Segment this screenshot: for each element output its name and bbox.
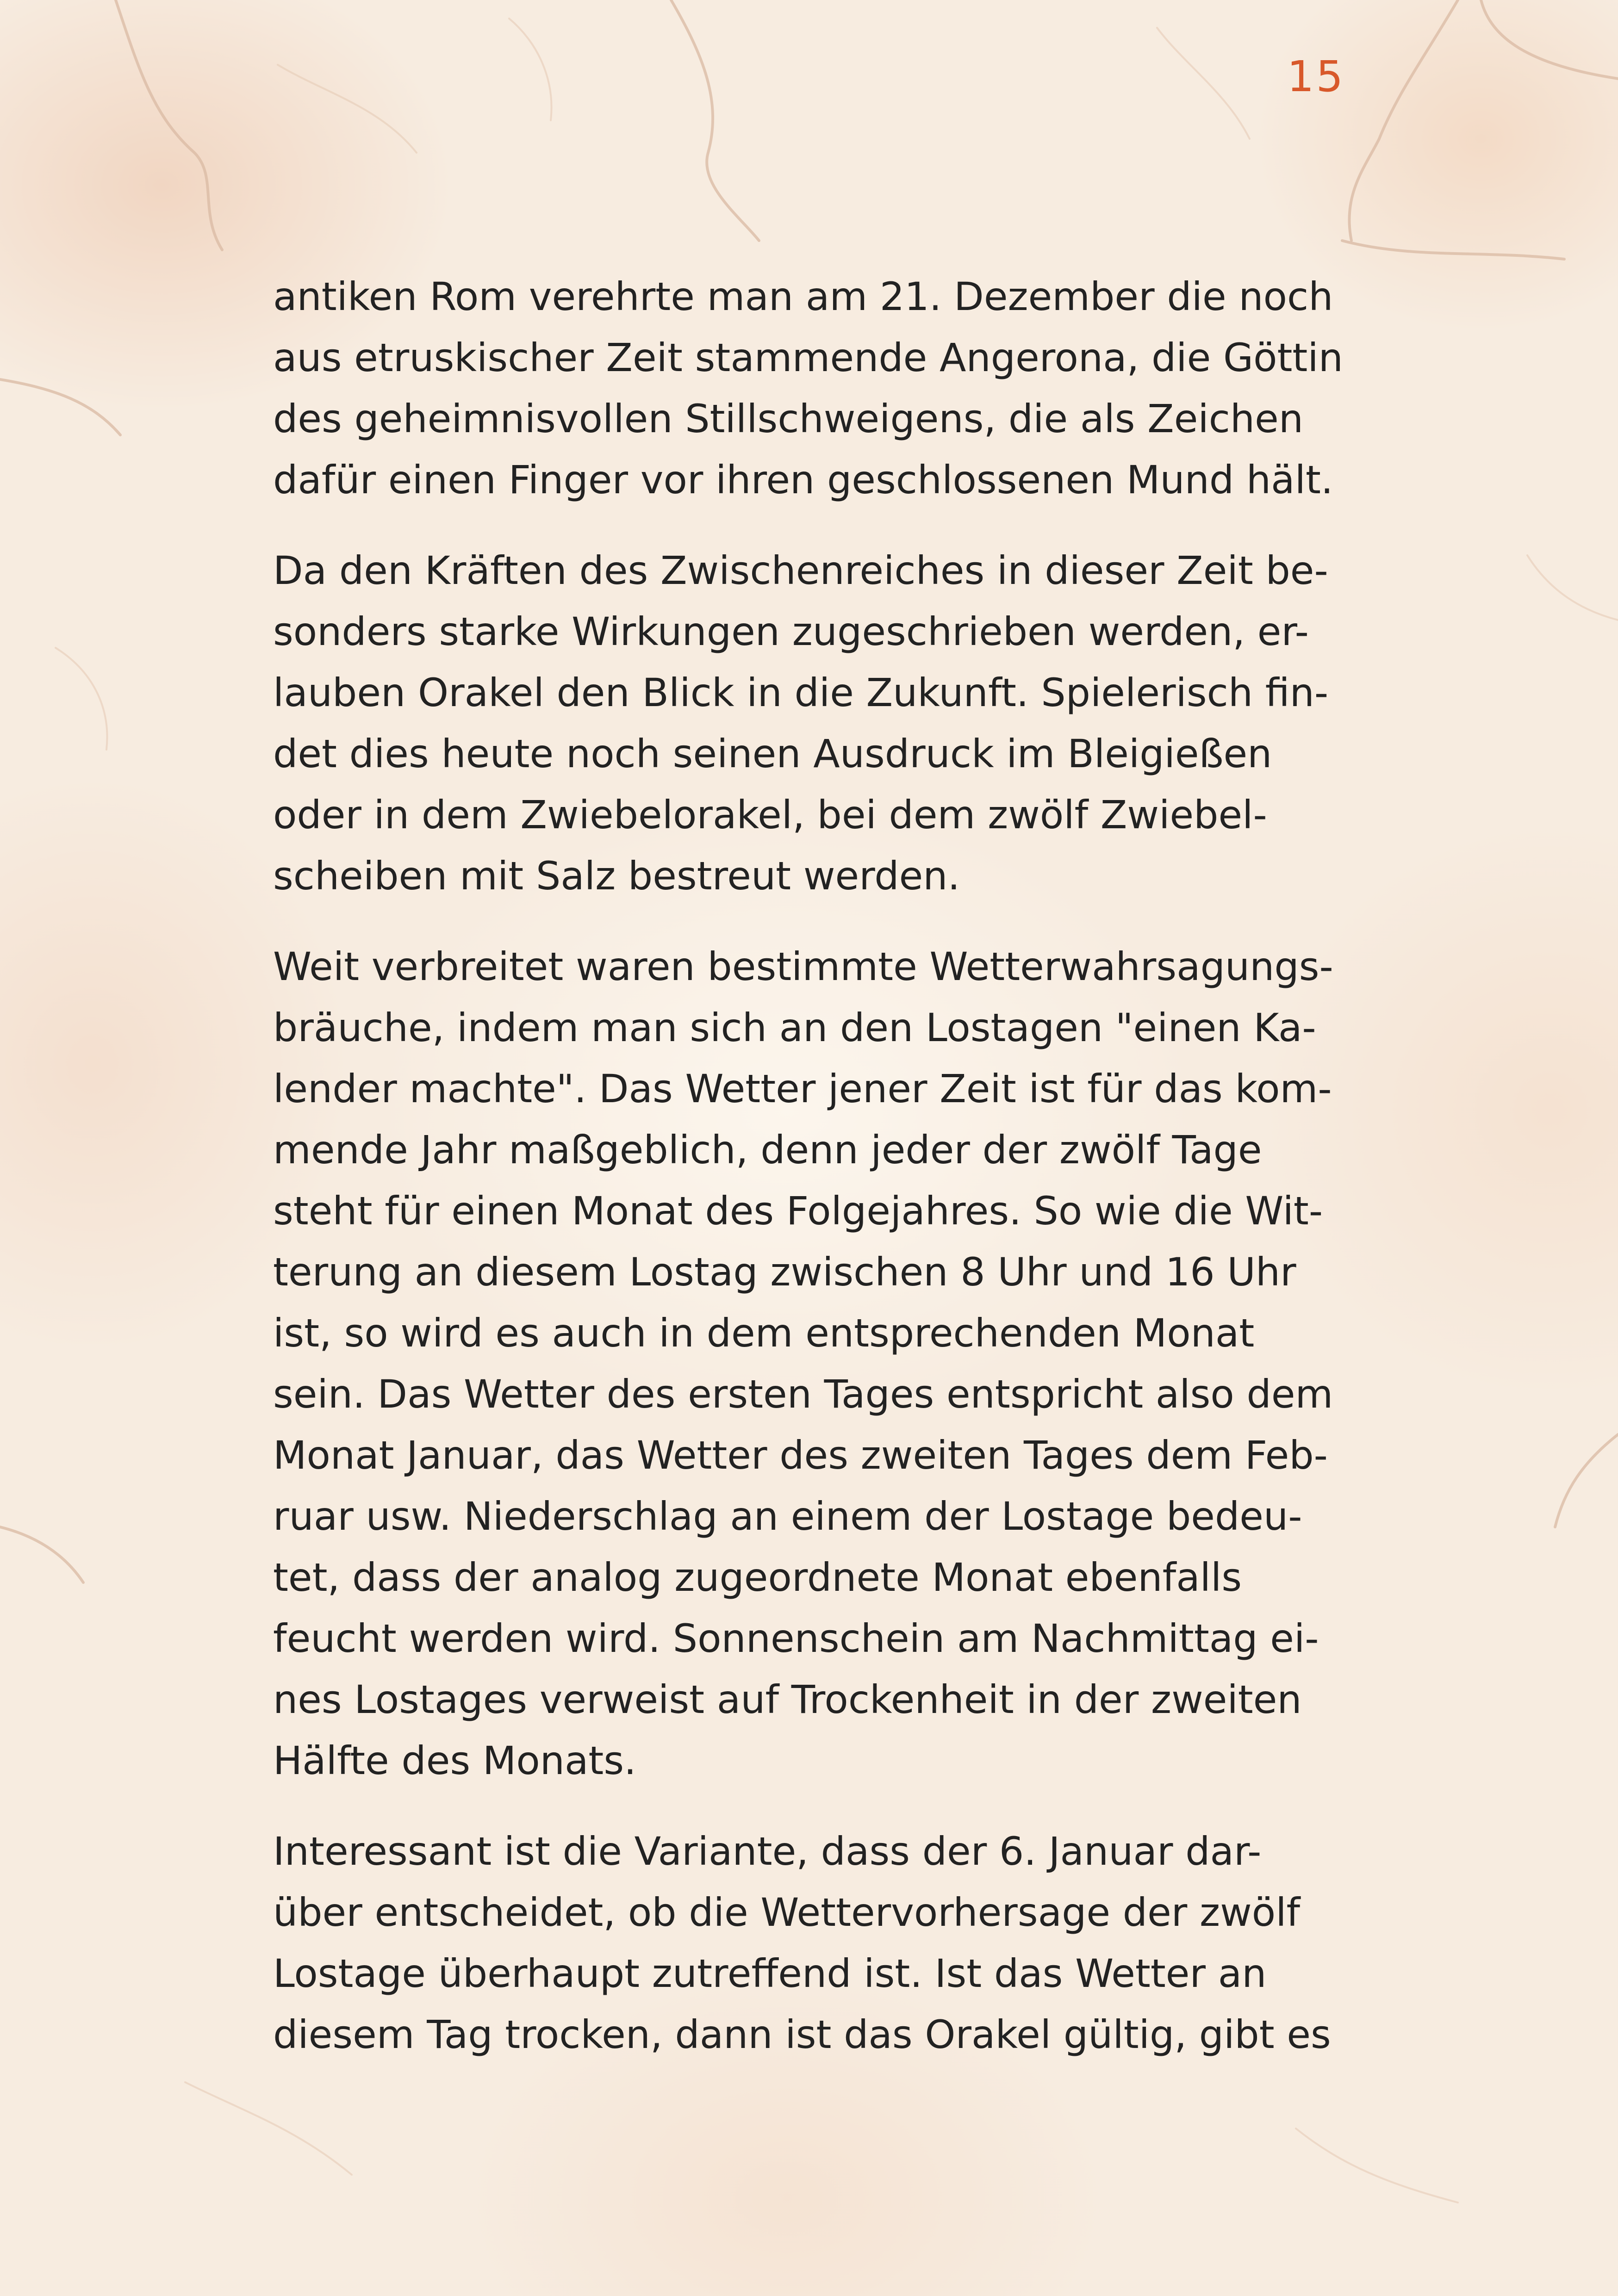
text-line: ruar usw. Niederschlag an einem der Lostage bedeu- (273, 1494, 1302, 1539)
text-line: nes Lostages verweist auf Trockenheit in der zweiten (273, 1677, 1302, 1722)
text-line: des geheimnisvollen Stillschweigens, die als Zeichen (273, 396, 1304, 441)
body-text (273, 266, 1384, 2095)
text-line: Da den Kräften des Zwischenreiches in dieser Zeit be- (273, 548, 1328, 593)
text-line: lender machte". Das Wetter jener Zeit ist für das kom- (273, 1066, 1332, 1111)
text-line: steht für einen Monat des Folgejahres. So wie die Wit- (273, 1188, 1323, 1234)
text-line: aus etruskischer Zeit stammende Angerona, die Göttin (273, 335, 1343, 380)
text-line: dafür einen Finger vor ihren geschlossenen Mund hält. (273, 457, 1333, 503)
text-line: oder in dem Zwiebelorakel, bei dem zwölf Zwiebel- (273, 792, 1267, 838)
text-line: Interessant ist die Variante, dass der 6. Januar dar- (273, 1829, 1262, 1874)
paragraph (273, 936, 1384, 1791)
text-line: antiken Rom verehrte man am 21. Dezember die noch (273, 274, 1333, 319)
text-line: sein. Das Wetter des ersten Tages entspricht also dem (273, 1371, 1333, 1417)
text-line: sonders starke Wirkungen zugeschrieben werden, er- (273, 609, 1309, 654)
text-line: Hälfte des Monats. (273, 1738, 636, 1783)
paragraph (273, 540, 1384, 906)
text-line: bräuche, indem man sich an den Lostagen "einen Ka- (273, 1005, 1316, 1050)
text-line: terung an diesem Lostag zwischen 8 Uhr und 16 Uhr (273, 1249, 1296, 1295)
text-line: mende Jahr maßgeblich, denn jeder der zwölf Tage (273, 1127, 1262, 1173)
text-line: feucht werden wird. Sonnenschein am Nachmittag ei- (273, 1616, 1319, 1661)
text-line: det dies heute noch seinen Ausdruck im Bleigießen (273, 731, 1272, 776)
text-line: tet, dass der analog zugeordnete Monat ebenfalls (273, 1555, 1242, 1600)
text-line: über entscheidet, ob die Wettervorhersage der zwölf (273, 1890, 1301, 1935)
text-line: Monat Januar, das Wetter des zweiten Tages dem Feb- (273, 1433, 1328, 1478)
paragraph (273, 266, 1384, 510)
text-line: Lostage überhaupt zutreffend ist. Ist das Wetter an (273, 1951, 1267, 1996)
paragraph (273, 1821, 1384, 2065)
page-number: 15 (1287, 52, 1345, 101)
text-line: ist, so wird es auch in dem entsprechenden Monat (273, 1310, 1255, 1356)
text-line: lauben Orakel den Blick in die Zukunft. Spielerisch fin- (273, 670, 1329, 715)
text-line: diesem Tag trocken, dann ist das Orakel gültig, gibt es (273, 2012, 1331, 2057)
text-line: scheiben mit Salz bestreut werden. (273, 853, 960, 899)
text-line: Weit verbreitet waren bestimmte Wetterwahrsagungs- (273, 944, 1333, 989)
